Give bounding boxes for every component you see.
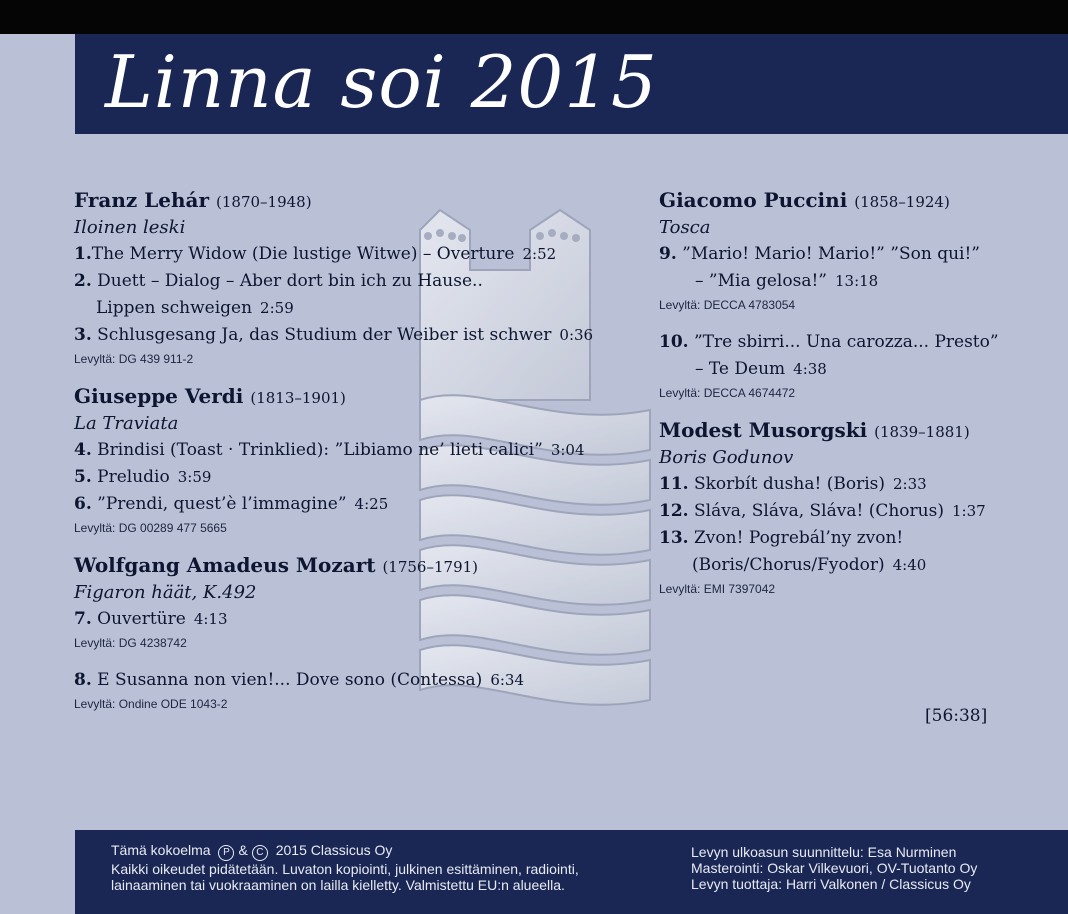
track-continuation: Lippen schweigen 2:59: [96, 298, 294, 318]
label-info: Levyltä: EMI 7397042: [659, 582, 776, 596]
track-continuation: (Boris/Chorus/Fyodor) 4:40: [692, 555, 927, 575]
top-black-band: [0, 0, 1068, 34]
work-title: Boris Godunov: [659, 447, 794, 468]
track-item: 4. Brindisi (Toast · Trinklied): ”Libiamo ne’ lieti calici” 3:04: [74, 440, 585, 460]
work-title: Figaron häät, K.492: [74, 582, 257, 603]
work-title: La Traviata: [74, 413, 179, 434]
track-item: 3. Schlusgesang Ja, das Studium der Weiber ist schwer 0:36: [74, 325, 594, 345]
track-item: 12. Sláva, Sláva, Sláva! (Chorus) 1:37: [659, 501, 986, 521]
label-info: Levyltä: DG 4238742: [74, 636, 187, 650]
track-item: 13. Zvon! Pogrebál’ny zvon!: [659, 528, 904, 548]
track-continuation: – ”Mia gelosa!” 13:18: [695, 271, 879, 291]
composer-heading: Modest Musorgski (1839–1881): [659, 418, 970, 442]
phonogram-symbol: P: [218, 845, 234, 861]
track-item: 6. ”Prendi, quest’è l’immagine” 4:25: [74, 494, 389, 514]
label-info: Levyltä: DECCA 4783054: [659, 298, 796, 312]
footer-bar: [75, 830, 1068, 914]
track-item: 1.The Merry Widow (Die lustige Witwe) – Overture 2:52: [74, 244, 557, 264]
label-info: Levyltä: DG 00289 477 5665: [74, 521, 227, 535]
track-item: 2. Duett – Dialog – Aber dort bin ich zu Hause..: [74, 271, 483, 291]
left-column: [74, 187, 634, 714]
track-item: 7. Ouvertüre 4:13: [74, 609, 228, 629]
track-item: 9. ”Mario! Mario! Mario!” ”Son qui!”: [659, 244, 980, 264]
composer-heading: Wolfgang Amadeus Mozart (1756–1791): [74, 553, 479, 577]
track-item: 8. E Susanna non vien!... Dove sono (Contessa) 6:34: [74, 670, 524, 690]
label-info: Levyltä: Ondine ODE 1043-2: [74, 697, 228, 711]
track-continuation: – Te Deum 4:38: [695, 359, 827, 379]
label-info: Levyltä: DG 439 911-2: [74, 352, 194, 366]
work-title: Iloinen leski: [74, 217, 186, 238]
composer-heading: Giacomo Puccini (1858–1924): [659, 188, 950, 212]
copyright-text: Tämä kokoelma P & C 2015 Classicus Oy Kaikki oikeudet pidätetään. Luvaton kopiointi, julkinen esittäminen, radiointi, lainaaminen tai vuokraaminen on lailla kielletty. Valmistettu EU:n alueella.: [111, 842, 579, 893]
album-title: Linna soi 2015: [105, 40, 658, 124]
right-column: [659, 187, 1039, 599]
work-title: Tosca: [659, 217, 711, 238]
copyright-symbol: C: [252, 845, 268, 861]
track-item: 10. ”Tre sbirri... Una carozza... Presto”: [659, 332, 999, 352]
total-time: [56:38]: [925, 706, 988, 726]
track-item: 5. Preludio 3:59: [74, 467, 212, 487]
label-info: Levyltä: DECCA 4674472: [659, 386, 796, 400]
left-band: [0, 34, 75, 134]
bottom-left-band: [0, 830, 75, 914]
track-item: 11. Skorbít dusha! (Boris) 2:33: [659, 474, 927, 494]
title-bar: [75, 34, 1068, 134]
composer-heading: Giuseppe Verdi (1813–1901): [74, 384, 346, 408]
credits-text: Levyn ulkoasun suunnittelu: Esa Nurminen Masterointi: Oskar Vilkevuori, OV-Tuotanto Oy Levyn tuottaja: Harri Valkonen / Classicus Oy: [691, 844, 978, 892]
composer-heading: Franz Lehár (1870–1948): [74, 188, 312, 212]
